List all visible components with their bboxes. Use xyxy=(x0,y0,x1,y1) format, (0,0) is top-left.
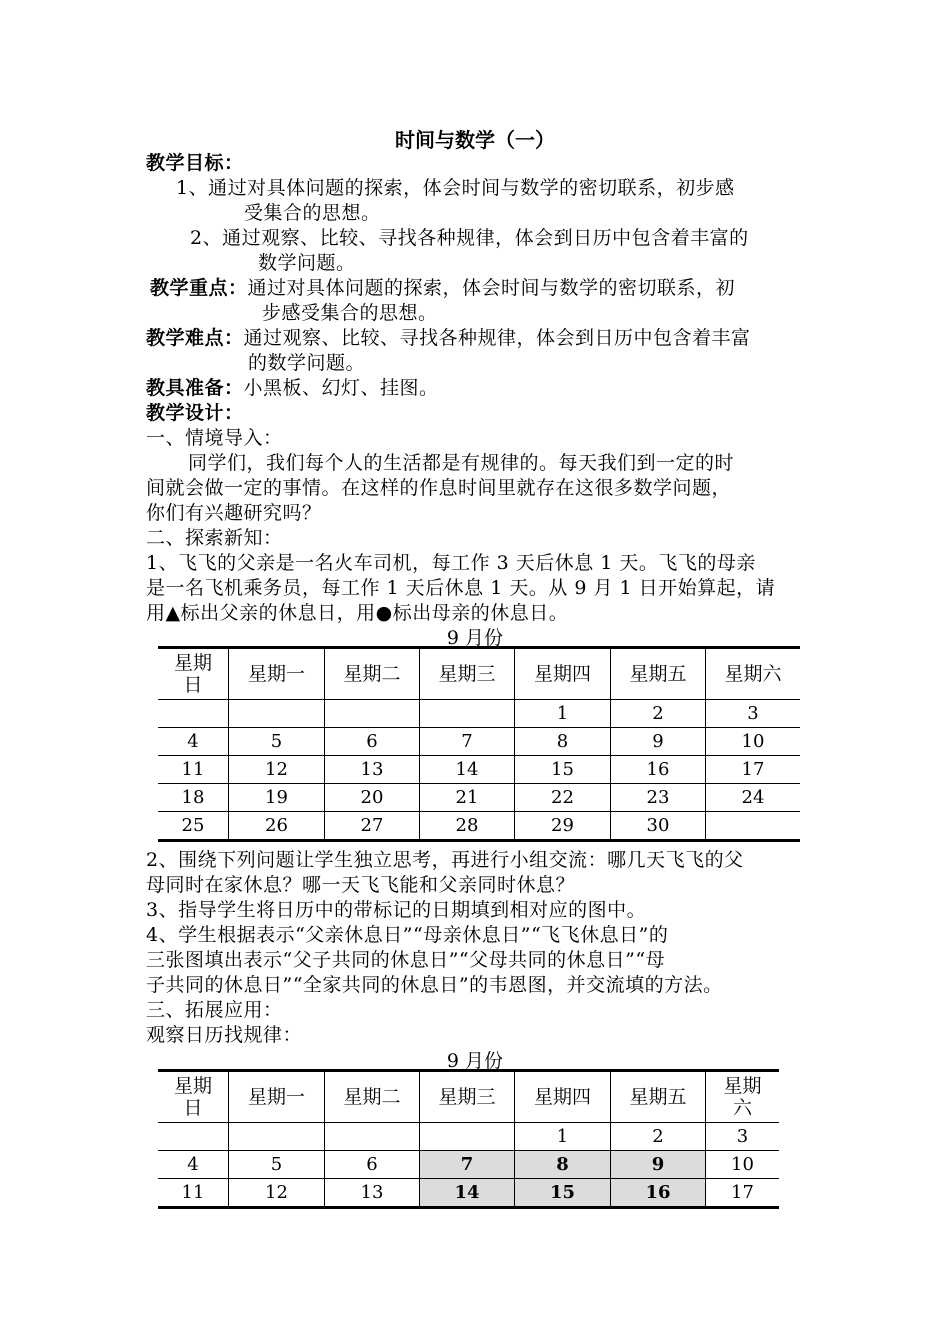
calendar-day-cell: 26 xyxy=(229,812,325,841)
key-points-text: 通过对具体问题的探索，体会时间与数学的密切联系，初 xyxy=(247,277,736,299)
calendar-day-cell: 20 xyxy=(325,784,420,812)
calendar-header-cell: 星期五 xyxy=(611,648,706,700)
calendar-day-cell: 14 xyxy=(420,1179,515,1208)
calendar-day-cell xyxy=(420,700,515,728)
calendar-week-row xyxy=(158,728,800,756)
calendar-day-cell xyxy=(229,1123,325,1151)
question-4-line-1: 4、学生根据表示“父亲休息日”“母亲休息日”“飞飞休息日”的 xyxy=(146,924,669,946)
calendar-header-row xyxy=(158,648,800,700)
calendar-week-row xyxy=(158,812,800,841)
difficulties xyxy=(146,326,751,350)
calendar-day-cell: 9 xyxy=(611,728,706,756)
calendar-day-cell: 3 xyxy=(706,700,801,728)
calendar-day-cell: 25 xyxy=(158,812,229,841)
calendar-day-cell xyxy=(325,1123,420,1151)
calendar-day-cell: 21 xyxy=(420,784,515,812)
calendar-day-cell: 1 xyxy=(515,700,611,728)
calendar-day-cell: 12 xyxy=(229,1179,325,1208)
calendar-header-cell: 星期一 xyxy=(229,648,325,700)
calendar-day-cell: 2 xyxy=(611,1123,706,1151)
key-points-label: 教学重点： xyxy=(150,277,248,299)
calendar-day-cell: 17 xyxy=(706,1179,780,1208)
calendar-day-cell: 23 xyxy=(611,784,706,812)
calendar-day-cell xyxy=(325,700,420,728)
calendar-header-cell: 星期三 xyxy=(420,1071,515,1123)
calendar-day-cell: 16 xyxy=(611,1179,706,1208)
key-points xyxy=(150,276,735,300)
calendar-day-cell: 4 xyxy=(158,1151,229,1179)
calendar-day-cell: 11 xyxy=(158,1179,229,1208)
calendar-day-cell: 13 xyxy=(325,1179,420,1208)
question-2-line-1: 2、围绕下列问题让学生独立思考，再进行小组交流：哪几天飞飞的父 xyxy=(146,849,744,871)
calendar-week-row xyxy=(158,756,800,784)
design-label: 教学设计： xyxy=(146,402,244,424)
calendar-day-cell: 8 xyxy=(515,728,611,756)
calendar-day-cell: 19 xyxy=(229,784,325,812)
goal-1-line-2: 受集合的思想。 xyxy=(244,202,381,224)
calendar-day-cell: 12 xyxy=(229,756,325,784)
tools-text: 小黑板、幻灯、挂图。 xyxy=(243,377,439,399)
difficulties-line-2: 的数学问题。 xyxy=(248,352,366,374)
calendar-header-cell: 星期三 xyxy=(420,648,515,700)
calendar-day-cell xyxy=(158,1123,229,1151)
calendar-day-cell: 22 xyxy=(515,784,611,812)
goal-2-line-1: 2、通过观察、比较、寻找各种规律，体会到日历中包含着丰富的 xyxy=(190,227,749,249)
calendar-week-row xyxy=(158,1123,779,1151)
tools-label: 教具准备： xyxy=(146,377,244,399)
calendar-header-cell: 星期二 xyxy=(325,648,420,700)
question-3: 3、指导学生将日历中的带标记的日期填到相对应的图中。 xyxy=(146,899,647,921)
section-1-heading: 一、情境导入： xyxy=(146,427,283,449)
calendar-day-cell: 30 xyxy=(611,812,706,841)
calendar-day-cell xyxy=(229,700,325,728)
calendar-week-row xyxy=(158,700,800,728)
section-1-para-line-2: 间就会做一定的事情。在这样的作息时间里就存在这很多数学问题， xyxy=(146,477,732,499)
calendar-day-cell: 7 xyxy=(420,1151,515,1179)
calendar-day-cell: 2 xyxy=(611,700,706,728)
calendar-day-cell xyxy=(420,1123,515,1151)
calendar-2-table xyxy=(158,1069,779,1209)
calendar-day-cell: 29 xyxy=(515,812,611,841)
calendar-day-cell xyxy=(706,812,801,841)
calendar-2-caption: 9 月份 xyxy=(446,1050,504,1072)
calendar-day-cell: 27 xyxy=(325,812,420,841)
calendar-day-cell: 4 xyxy=(158,728,229,756)
calendar-day-cell: 13 xyxy=(325,756,420,784)
question-4-line-2: 三张图填出表示“父子共同的休息日”“父母共同的休息日”“母 xyxy=(146,949,666,971)
calendar-day-cell xyxy=(158,700,229,728)
calendar-header-cell: 星期 日 xyxy=(158,1071,229,1123)
calendar-1-table xyxy=(158,646,800,842)
calendar-day-cell: 18 xyxy=(158,784,229,812)
calendar-header-cell: 星期二 xyxy=(325,1071,420,1123)
goals-label: 教学目标： xyxy=(146,152,244,174)
calendar-day-cell: 17 xyxy=(706,756,801,784)
calendar-day-cell: 5 xyxy=(229,1151,325,1179)
calendar-1-caption: 9 月份 xyxy=(446,627,504,649)
calendar-header-row xyxy=(158,1071,779,1123)
calendar-week-row xyxy=(158,784,800,812)
calendar-header-cell: 星期四 xyxy=(515,1071,611,1123)
section-2-para-line-2: 是一名飞机乘务员，每工作 1 天后休息 1 天。从 9 月 1 日开始算起，请 xyxy=(146,577,776,599)
calendar-header-cell: 星期 日 xyxy=(158,648,229,700)
calendar-day-cell: 7 xyxy=(420,728,515,756)
calendar-day-cell: 5 xyxy=(229,728,325,756)
question-2-line-2: 母同时在家休息？哪一天飞飞能和父亲同时休息？ xyxy=(146,874,576,896)
calendar-header-cell: 星期六 xyxy=(706,648,801,700)
page-title: 时间与数学（一） xyxy=(395,128,555,152)
section-3-para: 观察日历找规律： xyxy=(146,1024,303,1046)
difficulties-label: 教学难点： xyxy=(146,327,244,349)
calendar-header-cell: 星期四 xyxy=(515,648,611,700)
calendar-day-cell: 15 xyxy=(515,756,611,784)
section-1-para-line-1: 同学们，我们每个人的生活都是有规律的。每天我们到一定的时 xyxy=(188,452,735,474)
calendar-header-cell: 星期 六 xyxy=(706,1071,780,1123)
calendar-day-cell: 6 xyxy=(325,1151,420,1179)
section-1-para-line-3: 你们有兴趣研究吗？ xyxy=(146,502,322,524)
difficulties-text: 通过观察、比较、寻找各种规律，体会到日历中包含着丰富 xyxy=(243,327,751,349)
section-2-para-line-3: 用▲标出父亲的休息日，用●标出母亲的休息日。 xyxy=(146,602,569,624)
calendar-day-cell: 24 xyxy=(706,784,801,812)
calendar-day-cell: 16 xyxy=(611,756,706,784)
calendar-day-cell: 1 xyxy=(515,1123,611,1151)
tools xyxy=(146,376,439,400)
calendar-day-cell: 10 xyxy=(706,728,801,756)
calendar-day-cell: 14 xyxy=(420,756,515,784)
question-4-line-3: 子共同的休息日”“全家共同的休息日”的韦恩图，并交流填的方法。 xyxy=(146,974,723,996)
calendar-week-row xyxy=(158,1151,779,1179)
calendar-day-cell: 8 xyxy=(515,1151,611,1179)
goal-1-line-1: 1、通过对具体问题的探索，体会时间与数学的密切联系，初步感 xyxy=(176,177,735,199)
calendar-day-cell: 10 xyxy=(706,1151,780,1179)
calendar-day-cell: 28 xyxy=(420,812,515,841)
section-3-heading: 三、拓展应用： xyxy=(146,999,283,1021)
section-2-para-line-1: 1、飞飞的父亲是一名火车司机，每工作 3 天后休息 1 天。飞飞的母亲 xyxy=(146,552,756,574)
calendar-header-cell: 星期五 xyxy=(611,1071,706,1123)
calendar-day-cell: 15 xyxy=(515,1179,611,1208)
calendar-day-cell: 9 xyxy=(611,1151,706,1179)
calendar-day-cell: 11 xyxy=(158,756,229,784)
goal-2-line-2: 数学问题。 xyxy=(258,252,356,274)
calendar-day-cell: 3 xyxy=(706,1123,780,1151)
calendar-header-cell: 星期一 xyxy=(229,1071,325,1123)
key-points-line-2: 步感受集合的思想。 xyxy=(262,302,438,324)
section-2-heading: 二、探索新知： xyxy=(146,527,283,549)
calendar-day-cell: 6 xyxy=(325,728,420,756)
calendar-week-row xyxy=(158,1179,779,1208)
